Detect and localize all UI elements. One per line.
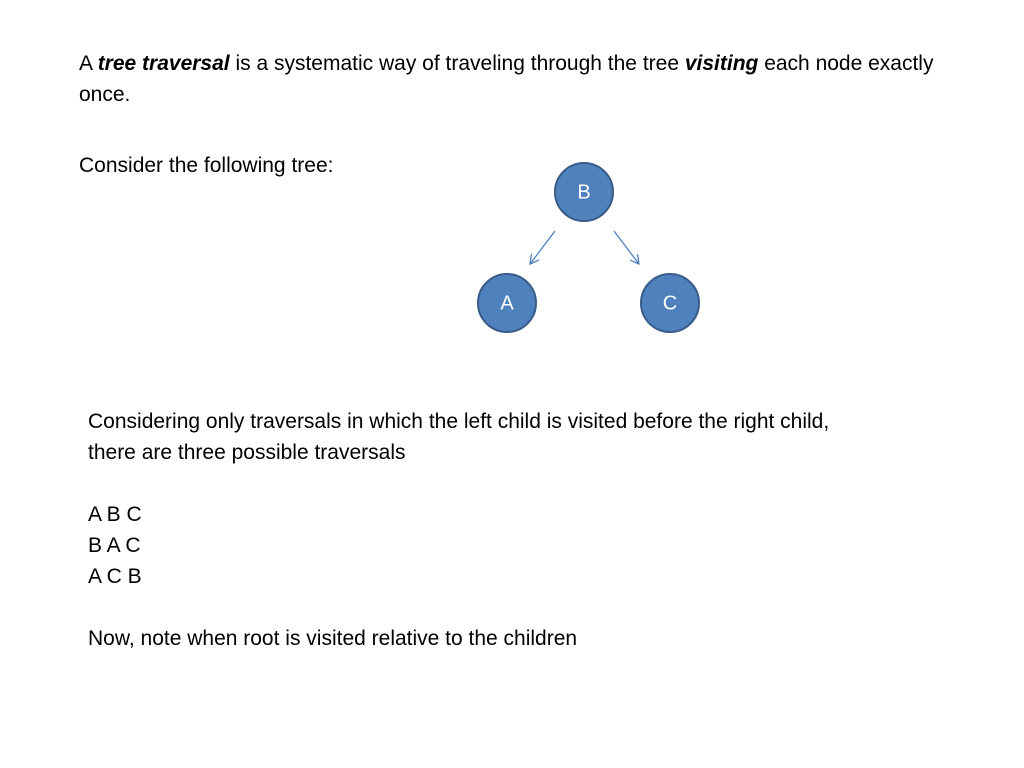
- tree-edge-root-to-left: [530, 231, 555, 264]
- tree-node-root: [555, 163, 613, 221]
- intro-middle: is a systematic way of traveling through the tree: [229, 52, 685, 75]
- root-visit-note: Now, note when root is visited relative to the children: [88, 627, 578, 650]
- traversal-option-3: A C B: [88, 565, 142, 588]
- tree-node-right: [641, 274, 699, 332]
- traversal-explanation: [88, 406, 829, 654]
- blank-line: [88, 592, 829, 623]
- tree-node-left: [478, 274, 536, 332]
- explanation-line-1: Considering only traversals in which the left child is visited before the right child,: [88, 410, 830, 433]
- intro-prefix: A: [79, 52, 98, 75]
- intro-term-tree-traversal: tree traversal: [97, 52, 230, 75]
- tree-node-left-label: A: [500, 292, 514, 315]
- traversal-option-2: B A C: [88, 534, 141, 557]
- tree-edge-root-to-right: [614, 231, 639, 264]
- consider-label: Consider the following tree:: [79, 154, 334, 177]
- explanation-line-2: there are three possible traversals: [88, 441, 406, 464]
- intro-emphasis-visiting: visiting: [684, 52, 759, 75]
- blank-line: [88, 468, 829, 499]
- traversal-option-1: A B C: [88, 503, 142, 526]
- tree-node-right-label: C: [662, 292, 678, 315]
- tree-node-root-label: B: [577, 181, 591, 204]
- intro-suffix: each node exactly once.: [79, 52, 934, 106]
